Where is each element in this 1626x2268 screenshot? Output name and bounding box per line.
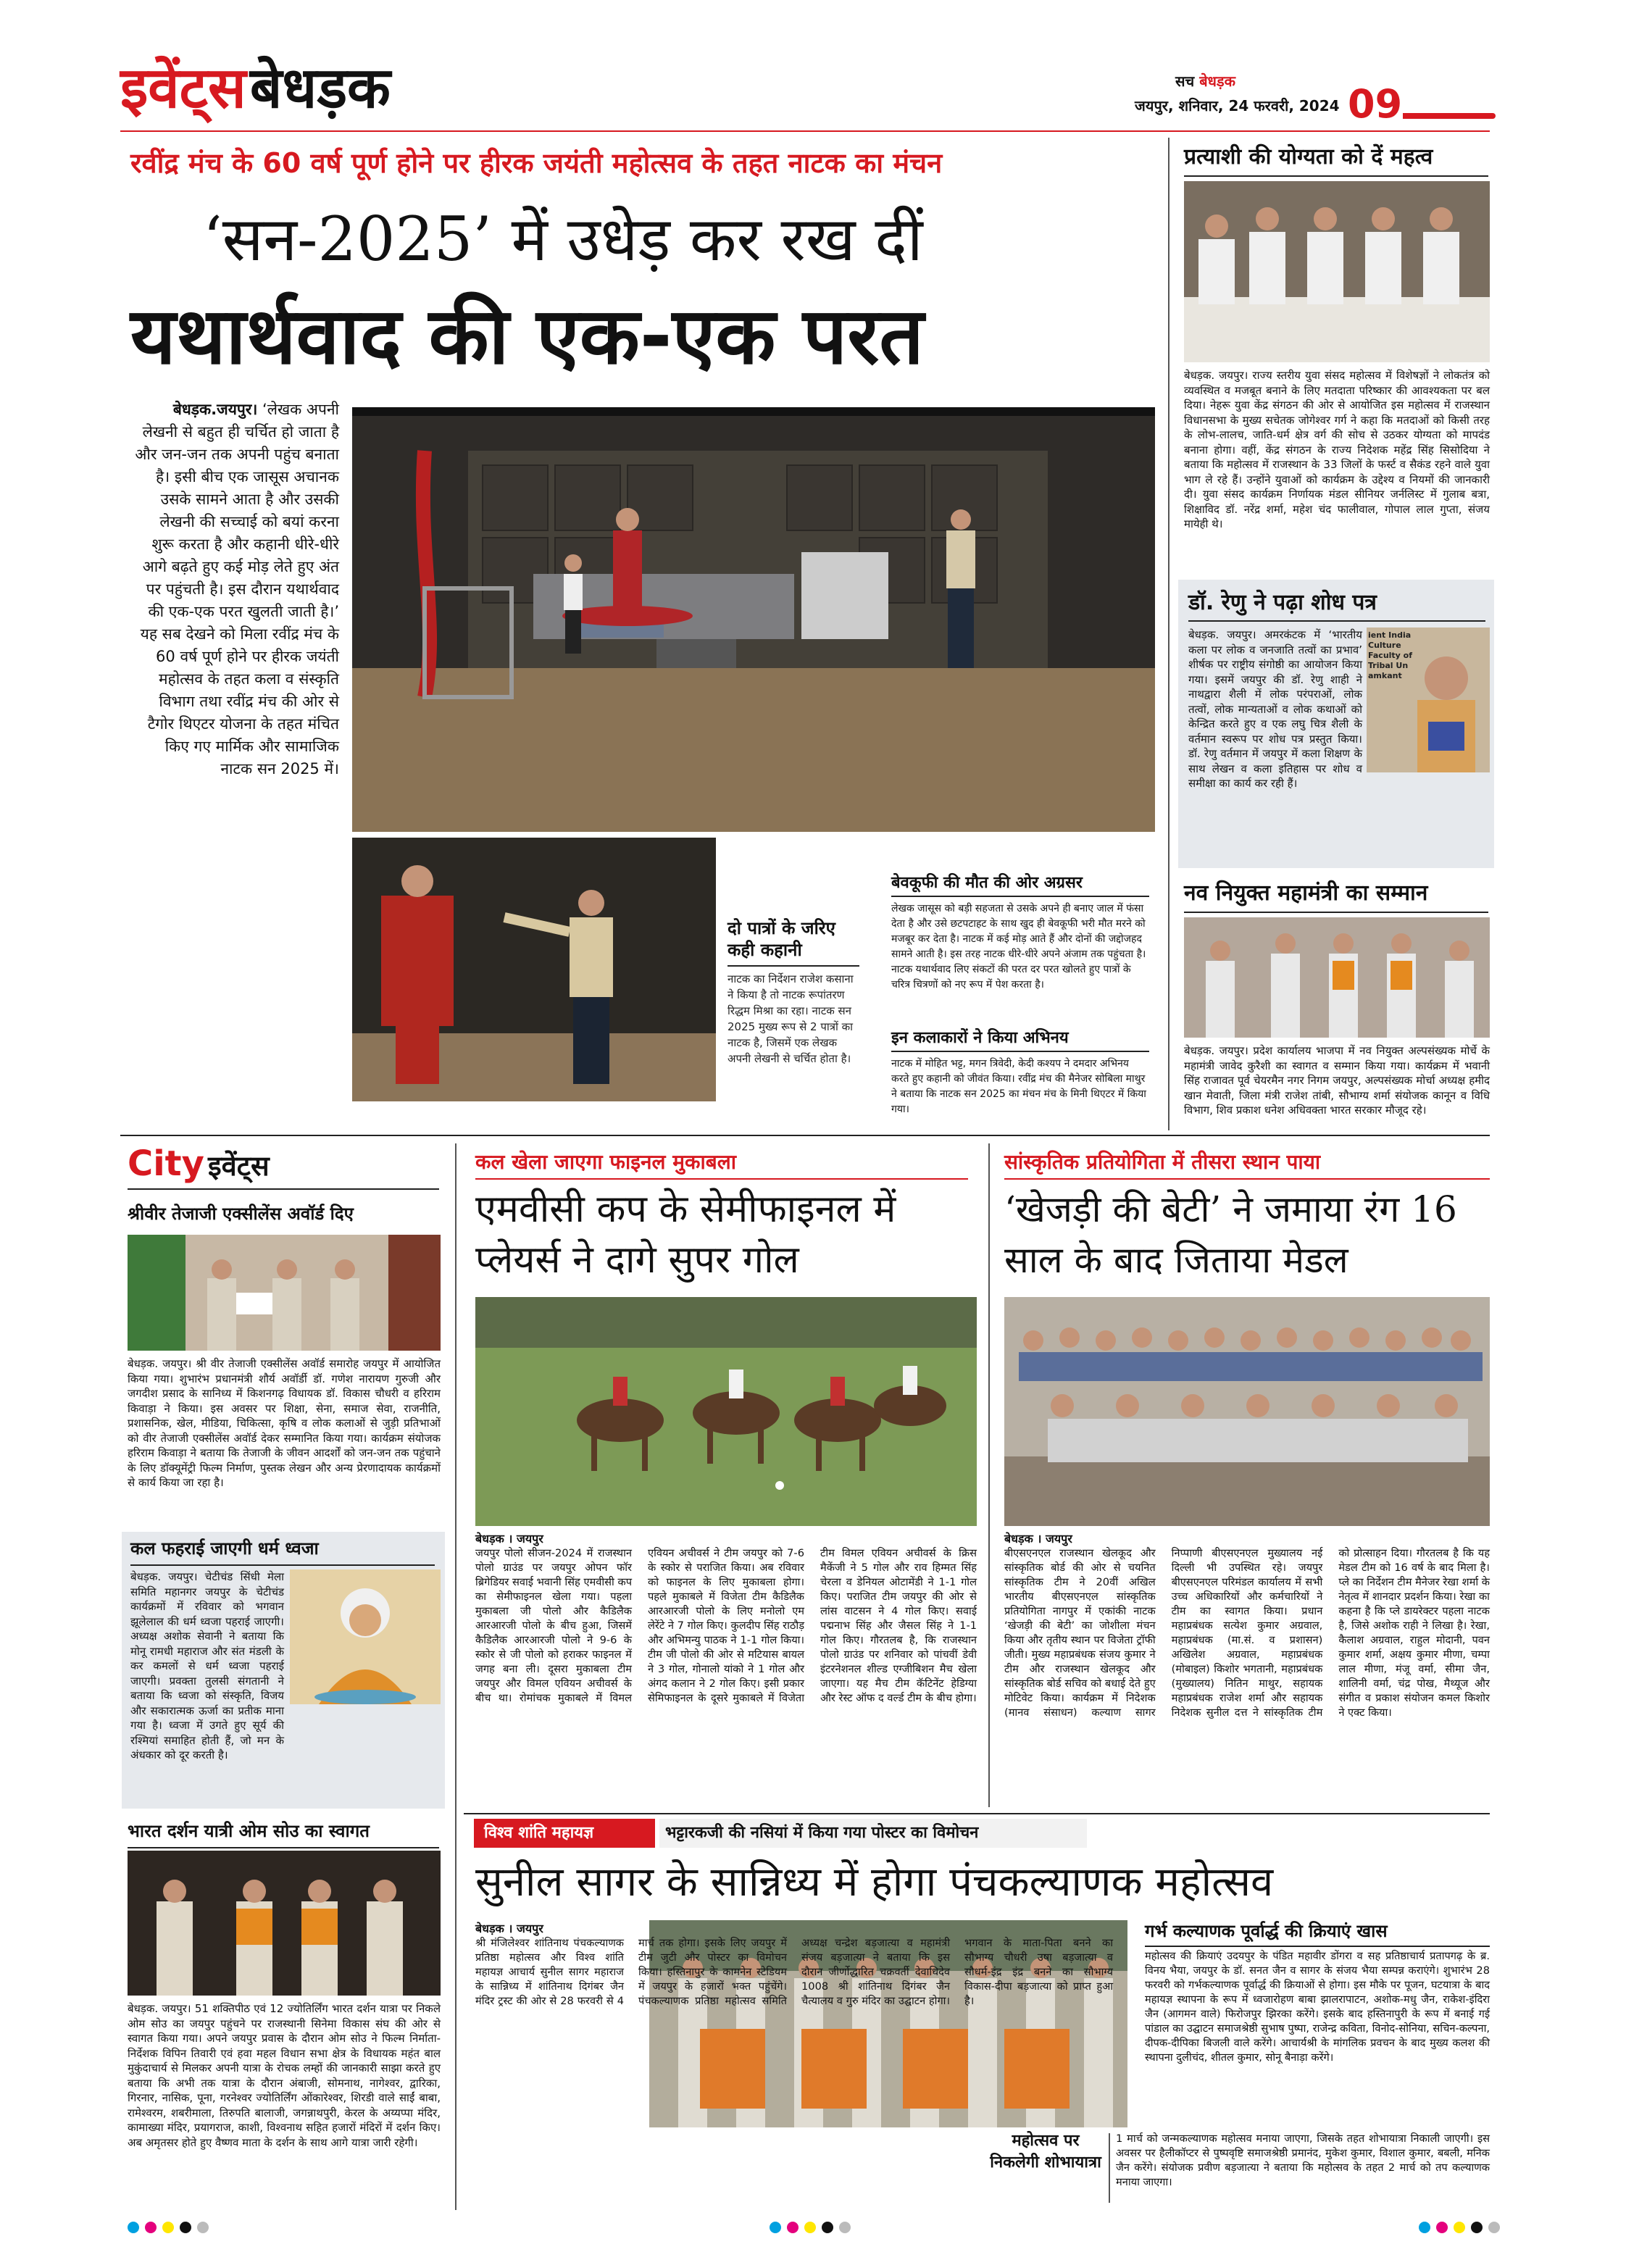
stage-photo-second: [352, 838, 716, 1101]
khejdi-photo: [1004, 1297, 1490, 1526]
jain-shob-divider: [1109, 2133, 1110, 2203]
dot-yellow: [804, 2222, 816, 2233]
lead-headline-1: ‘सन-2025’ में उधेड़ कर रख दीं: [203, 204, 923, 275]
dot-yellow: [1454, 2222, 1465, 2233]
city-story-3-body: बेधड़क. जयपुर। 51 शक्तिपीठ एवं 12 ज्योतिर्लिंग भारत दर्शन यात्रा पर निकले ओम सोउ का जयपुर पहुंचने पर राजस्थानी सिनेमा विकास संघ की ओर से स्वागत किया गया। अपने जयपुर प्रवास के दौरान ओम सोउ ने फिल्म निर्माता-निर्देशक विपिन तिवारी एवं हवा महल विधान सभा क्षेत्र के विधायक महंत बाल मुकुंदाचार्य से मिलकर अपनी यात्रा के रोचक लम्हों की जानकारी साझा करते हुए बताया कि अभी तक यात्रा के दौरान अंबाजी, सोमनाथ, नागेश्वर, द्वारिका, गिरनार, नासिक, पूना, गरनेश्वर ज्योतिर्लिंग ओंकारेश्वर, शिरडी वाले साईं बाबा, रामेश्वरम, शबरीमाला, तिरुपति बालाजी, जगन्नाथपुरी, केरल के अय्यप्पा मंदिर, कामाख्या मंदिर, प्रयागराज, काशी, विश्वनाथ सहित हजारों मंदिरों में दर्शन किए। अब अमृतसर होते हुए वैष्णव माता के दर्शन के साथ आगे यात्रा जारी रहेगी।: [128, 2002, 441, 2149]
lead-side-box-1: [725, 913, 862, 1071]
lead-dateline: बेधड़क.जयपुर।: [172, 401, 258, 418]
stage-photo-main: [352, 407, 1155, 832]
city-logo: [128, 1143, 270, 1187]
top-section-rule: [120, 1135, 1490, 1136]
lead-side-box-2: [885, 867, 1155, 997]
dot-black: [822, 2222, 833, 2233]
jain-box-body: महोत्सव की क्रियाएं उदयपुर के पंडित महावीर डोंगरा व सह प्रतिष्ठाचार्य प्रतापगढ़ के ब्र. विनय भैया, जयपुर के डॉ. सनत जैन व सागर के संजय भैया सम्पन्न कराएंगे। शुभारंभ 28 फरवरी को गर्भकल्याणक पूर्वार्द्ध की क्रियाओं से होगा। इस मौके पर पूजन, घटयात्रा के बाद महायज्ञ स्थापना के रूप में ध्वजारोहण बाबा झालरापाटन, अशोक-मधु जैन, राकेश-इंदिरा जैन (आगमन वाले) फिरोजपुर झिरका करेंगे। इसके बाद हस्तिनापुरी के रूप में बनाई गई पांडाल का उद्घाटन समाजश्रेष्ठी सुभाष पुष्पा, राजेन्द्र कविता, विनोद-सोनिया, सचिन-कल्पना, दीपक-दीपिका बिजली वाले करेंगे। आचार्यश्री के मांगलिक प्रवचन के बाद मुख्य कलश की स्थापना दुलीचंद, शीतल कुमार, सोनू बैनाड़ा करेंगे।: [1145, 1950, 1490, 2064]
right-story-2-body-cont: [1188, 775, 1485, 862]
panel-image: [1184, 181, 1490, 362]
lead-body: [135, 399, 339, 780]
right-story-3-photo: [1184, 917, 1490, 1038]
jain-tag-1: विश्व शांति महायज्ञ: [474, 1819, 655, 1848]
right-story-2-photo: [1367, 628, 1490, 772]
color-dots-center: [770, 2222, 851, 2233]
khejdi-kicker-rule: [1004, 1178, 1490, 1180]
jain-dateline: बेधड़क । जयपुर: [475, 1922, 543, 1935]
city-story-1-title: श्रीवीर तेजाजी एक्सीलेंस अवॉर्ड दिए: [128, 1204, 354, 1224]
masthead-rule: [120, 130, 1490, 132]
right-story-3-title: नव नियुक्त महामंत्री का सम्मान: [1184, 875, 1488, 913]
dateline: जयपुर, शनिवार, 24 फरवरी, 2024: [1135, 97, 1340, 114]
side2-title: बेवकूफी की मौत की ओर अग्रसर: [891, 871, 1149, 897]
side3-title: इन कलाकारों ने किया अभिनय: [891, 1026, 1149, 1052]
polo-kicker: कल खेला जाएगा फाइनल मुकाबला: [475, 1150, 736, 1174]
city-story-3-photo: [128, 1851, 441, 1996]
brand-black: बेधड़क: [249, 56, 391, 121]
dot-black: [1471, 2222, 1483, 2233]
dot-black: [180, 2222, 191, 2233]
city-story-2-body: बेधड़क. जयपुर। चेटीचंड सिंधी मेला समिति महानगर जयपुर के चेटीचंड कार्यक्रमों में रविवार को भगवान झूलेलाल की धर्म ध्वजा पहराई जाएगी। अध्यक्ष अशोक सेवानी ने बताया कि मोनू रामधी महाराज और संत मंडली के कर कमलों से धर्म ध्वजा पहराई जाएगी। प्रवक्ता तुलसी संगतानी ने बताया कि ध्वजा को संस्कृति, विजय और सकारात्मक ऊर्जा का प्रतीक माना गया है। ध्वजा में उगते हुए सूर्य की रश्मियां समाहित होती हैं, जो मन के अंधकार को दूर करती है।: [130, 1570, 284, 1762]
right-story-1-body: बेधड़क. जयपुर। राज्य स्तरीय युवा संसद महोत्सव में विशेषज्ञों ने लोकतंत्र को व्यवस्थित व मजबूत बनाने के लिए मतदाता परिष्कार की आवश्यकता पर बल दिया। नेहरू युवा केंद्र संगठन की ओर से आयोजित इस महोत्सव में राजस्थान विधानसभा के मुख्य सचेतक जोगेश्वर गर्ग ने कहा कि मतदाओं को किसी तरह के लोभ-लालच, जाति-धर्म क्षेत्र वर्ग की सोच से उठकर योग्यता को मापदंड बनाना होगा। वहीं, केंद्र संगठन के राज्य निदेशक महेंद्र सिंह सिसोदिया ने बताया कि महोत्सव में राजस्थान के 33 जिलों के फर्स्ट व सैकंड रहने वाले युवा भाग ले रहे हैं। उन्होंने युवाओं को कार्यक्रम के उद्देश्य व नियमों की जानकारी दी। युवा संसद कार्यक्रम निर्णायक मंडल सीनियर जर्नलिस्ट में गुलाब बत्रा, शिक्षाविद डॉ. नरेंद्र शर्मा, महेश चंद फालीवाल, गोपाल लाल गुप्ता, संजय मायेही थे।: [1184, 369, 1490, 530]
page-number: 09: [1348, 81, 1403, 127]
award-image: [128, 1235, 441, 1351]
right-story-2-body: बेधड़क. जयपुर। अमरकंटक में ‘भारतीय कला पर लोक व जनजाति तत्वों का प्रभाव’ शीर्षक पर राष्ट्रीय संगोष्ठी का आयोजन किया गया। इसमें जयपुर की डॉ. रेणु शाही ने नाथद्वारा शैली में लोक परंपराओं, लोक तत्वों, लोक मान्यताओं व लोक कथाओं को केन्द्रित करते हुए व एक लघु चित्र शैली के वर्तमान स्वरूप पर शोध पत्र प्रस्तुत किया। डॉ. रेणु वर्तमान में जयपुर में कला शिक्षण के साथ लेखन व कला इतिहास पर शोध व समीक्षा का कार्य कर रही हैं।: [1188, 628, 1362, 790]
side3-body: नाटक में मोहित भट्ट, मगन त्रिवेदी, केदी कश्यप ने दमदार अभिनय करते हुए कहानी को जीवंत किया। रवींद्र मंच की मैनेजर सोबिला माथुर ने बताया कि नाटक सन 2025 का मंचन मंच के मिनी थिएटर में किया गया।: [891, 1058, 1146, 1115]
lead-kicker: रवींद्र मंच के 60 वर्ष पूर्ण होने पर हीरक जयंती महोत्सव के तहत नाटक का मंचन: [130, 147, 943, 179]
brand-red: इवेंट्स: [120, 56, 246, 121]
city-story-1-photo: [128, 1235, 441, 1351]
city-divider: [455, 1143, 456, 2210]
right-story-1-photo: [1184, 181, 1490, 362]
tagline: सच बेधड़क: [1175, 72, 1235, 90]
city-logo-red: City: [128, 1143, 204, 1184]
side2-body: लेखक जासूस को बड़ी सहजता से उसके अपने ही बनाए जाल में फंसा देता है और उसे छटपटाहट के साथ खुद ही बेवकूफी भरी मौत मरने को मजबूर कर देता है। नाटक में कई मोड़ आते हैं और दोनों की जद्दोजहद सामने आती है। इस तरह नाटक धीरे-धीरे अपने अंजाम तक पहुंचता है। नाटक यथार्थवाद लिए संकटों की परत दर परत खोलते हुए पात्रों के चरित्र चित्रणों को नए रूप में पेश करता है।: [891, 903, 1146, 991]
stage-scene-image: [352, 407, 1155, 832]
dot-cyan: [128, 2222, 139, 2233]
color-dots-left: [128, 2222, 209, 2233]
polo-body: जयपुर पोलो सीजन-2024 में राजस्थान पोलो ग्राउंड पर जयपुर ओपन फॉर ब्रिगेडियर सवाई भवानी सिंह एमवीसी कप का सेमीफाइनल खेला गया। पहला मुकाबला जी पोलो और कैडिलैक आरआरजी पोलो के बीच हुआ, जिसमें कैडिलैक आरआरजी पोलो ने 9-6 के स्कोर से जी पोलो को हराकर फाइनल में जगह बना ली। दूसरा मुकाबला टीम जयपुर और विमल एवियन अचीवर्स के बीच था। रोमांचक मुकाबले में विमल एवियन अचीवर्स ने टीम जयपुर को 7-6 के स्कोर से पराजित किया। अब रविवार को फाइनल के लिए मुकाबला होगा। पहले मुकाबले में विजेता टीम कैडिलैक आरआरजी पोलो के लिए मनोलो एम लेरेंटे ने 7 गोल किए। कुलदीप सिंह राठौड़ और अभिमन्यु पाठक ने 1-1 गोल किया। टीम जी पोलो की ओर से मटियास बायल ने 3 गोल, गोनालो यांको ने 1 गोल और अंगद कलान ने 2 गोल किए। इसी प्रकार सेमिफाइनल के दूसरे मुकाबले में विजेता टीम विमल एवियन अचीवर्स के क्रिस मैकेंजी ने 5 गोल और राव हिम्मत सिंह चेरला व डेनियल ओटामेंडी ने 1-1 गोल किए। पराजित टीम जयपुर की ओर से लांस वाटसन ने 4 गोल किए। सवाई पद्मनाभ सिंह और जैसल सिंह ने 1-1 गोल किए। गौरतलब है, कि राजस्थान पोलो ग्राउंड पर शनिवार को पांचवीं डेवी इंटरनेशनल शील्ड एग्जीबिशन मैच खेला जाएगा। यह मैच टीम कॅटिनेंट हेडिग्या और रेस्ट ऑफ द वर्ल्ड टीम के बीच होगा।: [475, 1547, 977, 1704]
jain-body: श्री मंजिलेश्वर शांतिनाथ पंचकल्याणक प्रतिष्ठा महोत्सव और विश्व शांति महायज्ञ आचार्य सुनील सागर महाराज के सान्निध्य में शांतिनाथ दिगंबर जैन मंदिर ट्रस्ट की ओर से 28 फरवरी से 4 मार्च तक होगा। इसके लिए जयपुर में टीम जुटी और पोस्टर का विमोचन किया। हस्तिनापुर के कामनेन स्टेडियम में जयपुर के हजारों भक्त पहुंचेंगे। पंचकल्याणक प्रतिष्ठा महोत्सव समिति अध्यक्ष चन्द्रेश बड़जात्या व महामंत्री संजय बड़जात्या ने बताया कि इस दौरान जीर्णोद्धारित चक्रवर्ती देवाधिदेव 1008 श्री शांतिनाथ दिगंबर जैन चैत्यालय व गुरु मंदिर का उद्घाटन होगा। भगवान के माता-पिता बनने का सौभाग्य चौधरी उषा बड़जात्या व सौधर्म-इंद्र इंद्र बनने का सौभाग्य विकास-दीपा बड़जात्या को प्राप्त हुआ है।: [475, 1937, 1113, 2007]
city-story-1-body: बेधड़क. जयपुर। श्री वीर तेजाजी एक्सीलेंस अवॉर्ड समारोह जयपुर में आयोजित किया गया। शुभारंभ प्रधानमंत्री शौर्य अवॉर्डी डॉ. गणेश नारायण गुरुजी और जगदीश प्रसाद के सानिध्य में किशनगढ़ विधायक डॉ. विकास चौधरी व हरिराम किवाड़ा ने किया। इस अवसर पर शिक्षा, सेना, समाज सेवा, राजनीति, प्रशासनिक, खेल, मीडिया, चिकित्सा, कृषि व लोक कलाओं से जुड़ी प्रतिभाओं को वीर तेजाजी एक्सीलेंस अवॉर्ड देकर सम्मानित किया गया। कार्यक्रम संयोजक हरिराम किवाड़ा ने बताया कि तेजाजी के जीवन आदर्शों को जन-जन तक पहुंचाने के लिए डॉक्यूमेंट्री फिल्म निर्माण, पुस्तक लेखन और अन्य प्रेरणादायक कार्यक्रमों से कार्य किया जा रहा है।: [128, 1357, 441, 1489]
polo-dateline: बेधड़क । जयपुर: [475, 1532, 543, 1546]
right-story-3-body: बेधड़क. जयपुर। प्रदेश कार्यालय भाजपा में नव नियुक्त अल्पसंख्यक मोर्चे के महामंत्री जावेद कुरैशी का स्वागत व सम्मान किया गया। कार्यक्रम में भवानी सिंह राजावत पूर्व चेयरमैन नगर निगम जयपुर, अल्पसंख्यक मोर्चा अध्यक्ष हमीद खान मेवाती, जिला मंत्री राजेश तांबी, सौभाग्य शर्मा संयोजक कानून व विधि विभाग, शिव प्रकाश धनेश अधिवक्ता भारत सरकार मौजूद रहे।: [1184, 1044, 1490, 1117]
dot-gray: [839, 2222, 851, 2233]
jain-headline: सुनील सागर के सान्निध्य में होगा पंचकल्याणक महोत्सव: [475, 1859, 1274, 1906]
city-story-3-title: भारत दर्शन यात्री ओम सोउ का स्वागत: [128, 1819, 439, 1848]
banner-text: ient India Culture Faculty of Tribal Un amkant: [1368, 630, 1413, 680]
dot-magenta: [145, 2222, 157, 2233]
khejdi-dateline: बेधड़क । जयपुर: [1004, 1532, 1072, 1546]
pen-icon: [1403, 113, 1496, 119]
portrait-image: [1367, 628, 1490, 772]
dot-yellow: [162, 2222, 174, 2233]
dot-magenta: [787, 2222, 799, 2233]
polo-headline: एमवीसी कप के सेमीफाइनल में प्लेयर्स ने दागे सुपर गोल: [475, 1188, 896, 1282]
welcome-image: [128, 1851, 441, 1996]
jain-shob-body: 1 मार्च को जन्मकल्याणक महोत्सव मनाया जाएगा, जिसके तहत शोभायात्रा निकाली जाएगी। इस अवसर पर हैलीकॉप्टर से पुष्पवृष्टि समाजश्रेष्ठी प्रमानंद, मुकेश कुमार, विशाल कुमार, बबली, मनिक जैन करेंगे। संयोजक प्रवीण बड़जात्या ने बताया कि महोत्सव के तहत 2 मार्च को तप कल्याणक मनाया जाएगा।: [1116, 2132, 1490, 2188]
jain-box-title: गर्भ कल्याणक पूर्वार्द्ध की क्रियाएं खास: [1145, 1919, 1490, 1947]
team-image: [1004, 1297, 1490, 1526]
right-col-divider: [1168, 138, 1170, 1130]
dot-gray: [1488, 2222, 1500, 2233]
khejdi-headline: ‘खेजड़ी की बेटी’ ने जमाया रंग 16 साल के बाद जिताया मेडल: [1004, 1188, 1457, 1281]
lead-side-box-3: [885, 1022, 1155, 1122]
felicitation-image: [1184, 917, 1490, 1038]
city-logo-black: इवेंट्स: [208, 1150, 270, 1182]
polo-match-image: [475, 1297, 977, 1526]
masthead: [120, 52, 555, 125]
color-dots-right: [1419, 2222, 1500, 2233]
polo-kicker-rule: [475, 1178, 968, 1180]
polo-photo: [475, 1297, 977, 1526]
right-story-1-title: प्रत्याशी की योग्यता को दें महत्व: [1184, 139, 1488, 177]
jain-top-rule: [464, 1813, 1490, 1814]
city-story-2-title: कल फहराई जाएगी धर्म ध्वजा: [130, 1536, 435, 1566]
dot-cyan: [1419, 2222, 1430, 2233]
khejdi-kicker: सांस्कृतिक प्रतियोगिता में तीसरा स्थान पाया: [1004, 1150, 1321, 1174]
lead-text: ‘लेखक अपनी लेखनी से बहुत ही चर्चित हो जाता है और जन-जन तक अपनी पहुंच बनाता है। इसी बीच एक जासूस अचानक उसके सामने आता है और उसकी लेखनी की सच्चाई को बयां करना शुरू करता है और कहानी धीरे-धीरे आगे बढ़ते हुए कई मोड़ लेते हुए अंत पर पहुंचती है। इस दौरान यथार्थवाद की एक-एक परत खुलती जाती है।’ यह सब देखने को मिला रवींद्र मंच के 60 वर्ष पूर्ण होने पर हीरक जयंती महोत्सव के तहत कला व संस्कृति विभाग तथा रवींद्र मंच की ओर से टैगोर थिएटर योजना के तहत मंचित किए गए मार्मिक और सामाजिक नाटक सन 2025 में।: [135, 401, 339, 777]
right-story-2-title: डॉ. रेणु ने पढ़ा शोध पत्र: [1188, 585, 1485, 622]
city-story-2-body-full: [130, 1707, 438, 1801]
jain-shob-title: महोत्सव पर निकलेगी शोभायात्रा: [990, 2132, 1101, 2172]
actors-image: [352, 838, 716, 1101]
lead-headline-2: यथार्थवाद की एक-एक परत: [130, 291, 924, 382]
side1-body: नाटक का निर्देशन राजेश कसाना ने किया है तो नाटक रूपांतरण रिद्धम मिश्रा का रहा। नाटक सन 2025 मुख्य रूप से 2 पात्रों का नाटक है, जिसमें एक लेखक अपनी लेखनी से चर्चित होता है।: [727, 972, 854, 1065]
city-story-2-photo: [290, 1569, 441, 1704]
jain-tag-2: भट्टारकजी की नसियां में किया गया पोस्टर का विमोचन: [659, 1819, 1087, 1848]
dot-gray: [197, 2222, 209, 2233]
side1-title: दो पात्रों के जरिए कही कहानी: [727, 917, 859, 967]
dot-cyan: [770, 2222, 781, 2233]
jhulelal-image: [290, 1569, 441, 1704]
dot-magenta: [1436, 2222, 1448, 2233]
khejdi-body: बीएसएनएल राजस्थान खेलकूद और सांस्कृतिक बोर्ड की ओर से चयनित सांस्कृतिक टीम ने 20वीं अखिल भारतीय बीएसएनएल सांस्कृतिक प्रतियोगिता नागपुर में एकांकी नाटक ‘खेजड़ी की बेटी’ का जोशीला मंचन किया और तृतीय स्थान पर विजेता ट्रॉफी जीती। मुख्य महाप्रबंधक संजय कुमार ने टीम और राजस्थान खेलकूद और सांस्कृतिक बोर्ड सचिव को बधाई देते हुए मोटिवेट किया। कार्यक्रम में निदेशक (मानव संसाधन) कल्याण सागर निप्पाणी बीएसएनएल मुख्यालय नई दिल्ली भी उपस्थित रहे। जयपुर बीएसएनएल परिमंडल कार्यालय में सभी उच्च अधिकारियों और कर्मचारियों ने टीम का स्वागत किया। प्रधान महाप्रबंधक सत्येश कुमार अग्रवाल, महाप्रबंधक (मा.सं. व प्रशासन) अखिलेश अग्रवाल, महाप्रबंधक (मोबाइल) किशोर भगतानी, महाप्रबंधक (मुख्यालय) नितिन माथुर, सहायक महाप्रबंधक राजेश शर्मा और सहायक निदेशक सुनील दत्त ने सांस्कृतिक टीम को प्रोत्साहन दिया। गौरतलब है कि यह मेडल टीम को 16 वर्ष के बाद मिला है। प्ले का निर्देशन टीम मैनेजर रेखा शर्मा के नेतृत्व में शानदार प्रदर्शन किया। रेखा का कहना है कि प्ले डायरेक्टर पहला नाटक है, जिसे अशोक राही ने लिखा है। रेखा, कैलाश अग्रवाल, राहुल मोदानी, पवन कुमार शर्मा, अक्षय कुमार मीणा, चम्पा लाल मीणा, मंजू वर्मा, सीमा जैन, शालिनी वर्मा, चंद्र पोख, मैथ्यूज और संगीत व प्रकाश संयोजन कमल किशोर ने एक्ट किया।: [1004, 1547, 1490, 1719]
city-logo-rule: [128, 1188, 439, 1190]
polo-divider: [988, 1143, 990, 1807]
